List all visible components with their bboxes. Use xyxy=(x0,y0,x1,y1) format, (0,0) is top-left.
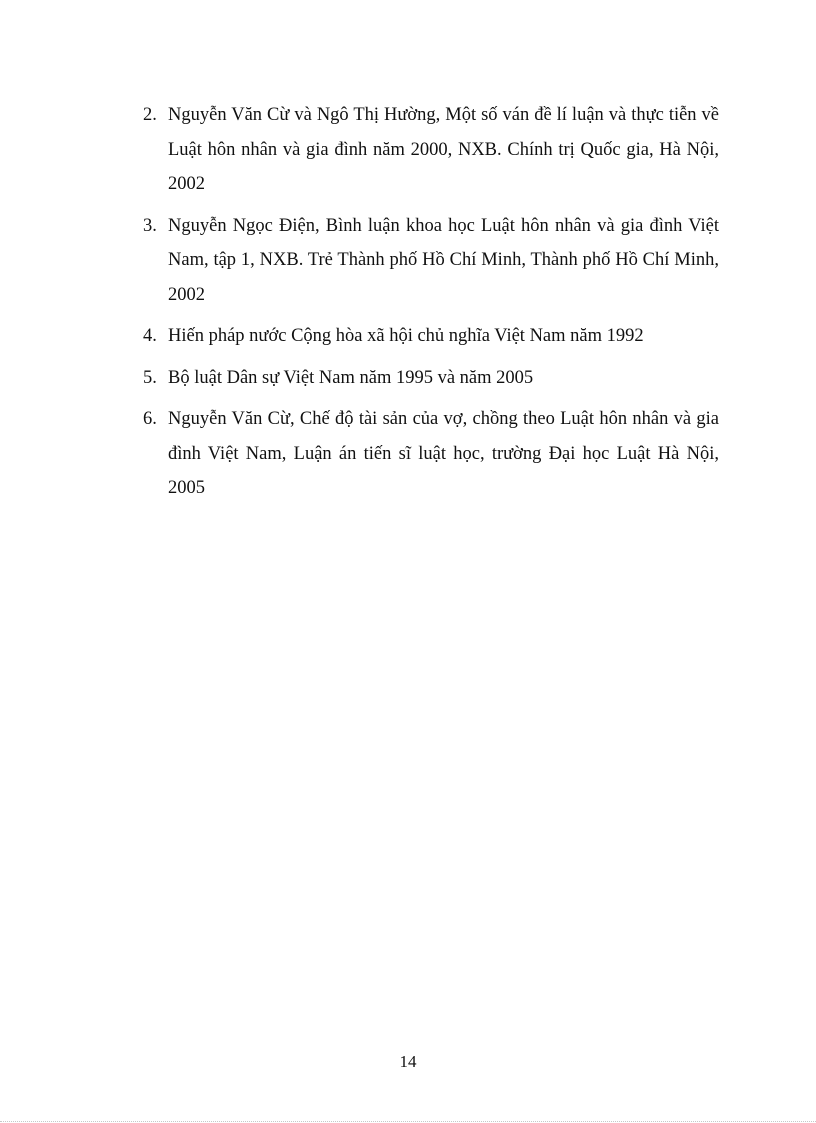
reference-item xyxy=(143,98,719,202)
reference-number: 5. xyxy=(143,367,157,388)
page-bottom-divider xyxy=(0,1121,816,1122)
reference-text: Nguyễn Văn Cừ, Chế độ tài sản của vợ, chồng theo Luật hôn nhân và gia đình Việt Nam, Luận án tiến sĩ luật học, trường Đại học Luật Hà Nội, 2005 xyxy=(168,409,719,498)
reference-item xyxy=(143,209,719,313)
reference-item xyxy=(143,319,719,354)
reference-number: 4. xyxy=(143,326,157,346)
reference-item xyxy=(143,361,719,396)
reference-text: Hiến pháp nước Cộng hòa xã hội chủ nghĩa Việt Nam năm 1992 xyxy=(168,326,644,346)
reference-number: 2. xyxy=(143,105,157,125)
reference-item xyxy=(143,402,719,506)
reference-number: 3. xyxy=(143,215,157,236)
reference-list xyxy=(143,98,719,513)
reference-text: Nguyễn Văn Cừ và Ngô Thị Hường, Một số ván đề lí luận và thực tiễn về Luật hôn nhân và gia đình năm 2000, NXB. Chính trị Quốc gia, Hà Nội, 2002 xyxy=(168,105,719,194)
reference-text: Bộ luật Dân sự Việt Nam năm 1995 và năm 2005 xyxy=(168,367,534,388)
reference-text: Nguyễn Ngọc Điện, Bình luận khoa học Luật hôn nhân và gia đình Việt Nam, tập 1, NXB. Trẻ Thành phố Hồ Chí Minh, Thành phố Hồ Chí Minh, 2002 xyxy=(168,215,719,305)
page-number: 14 xyxy=(399,1052,417,1071)
reference-number: 6. xyxy=(143,409,157,429)
